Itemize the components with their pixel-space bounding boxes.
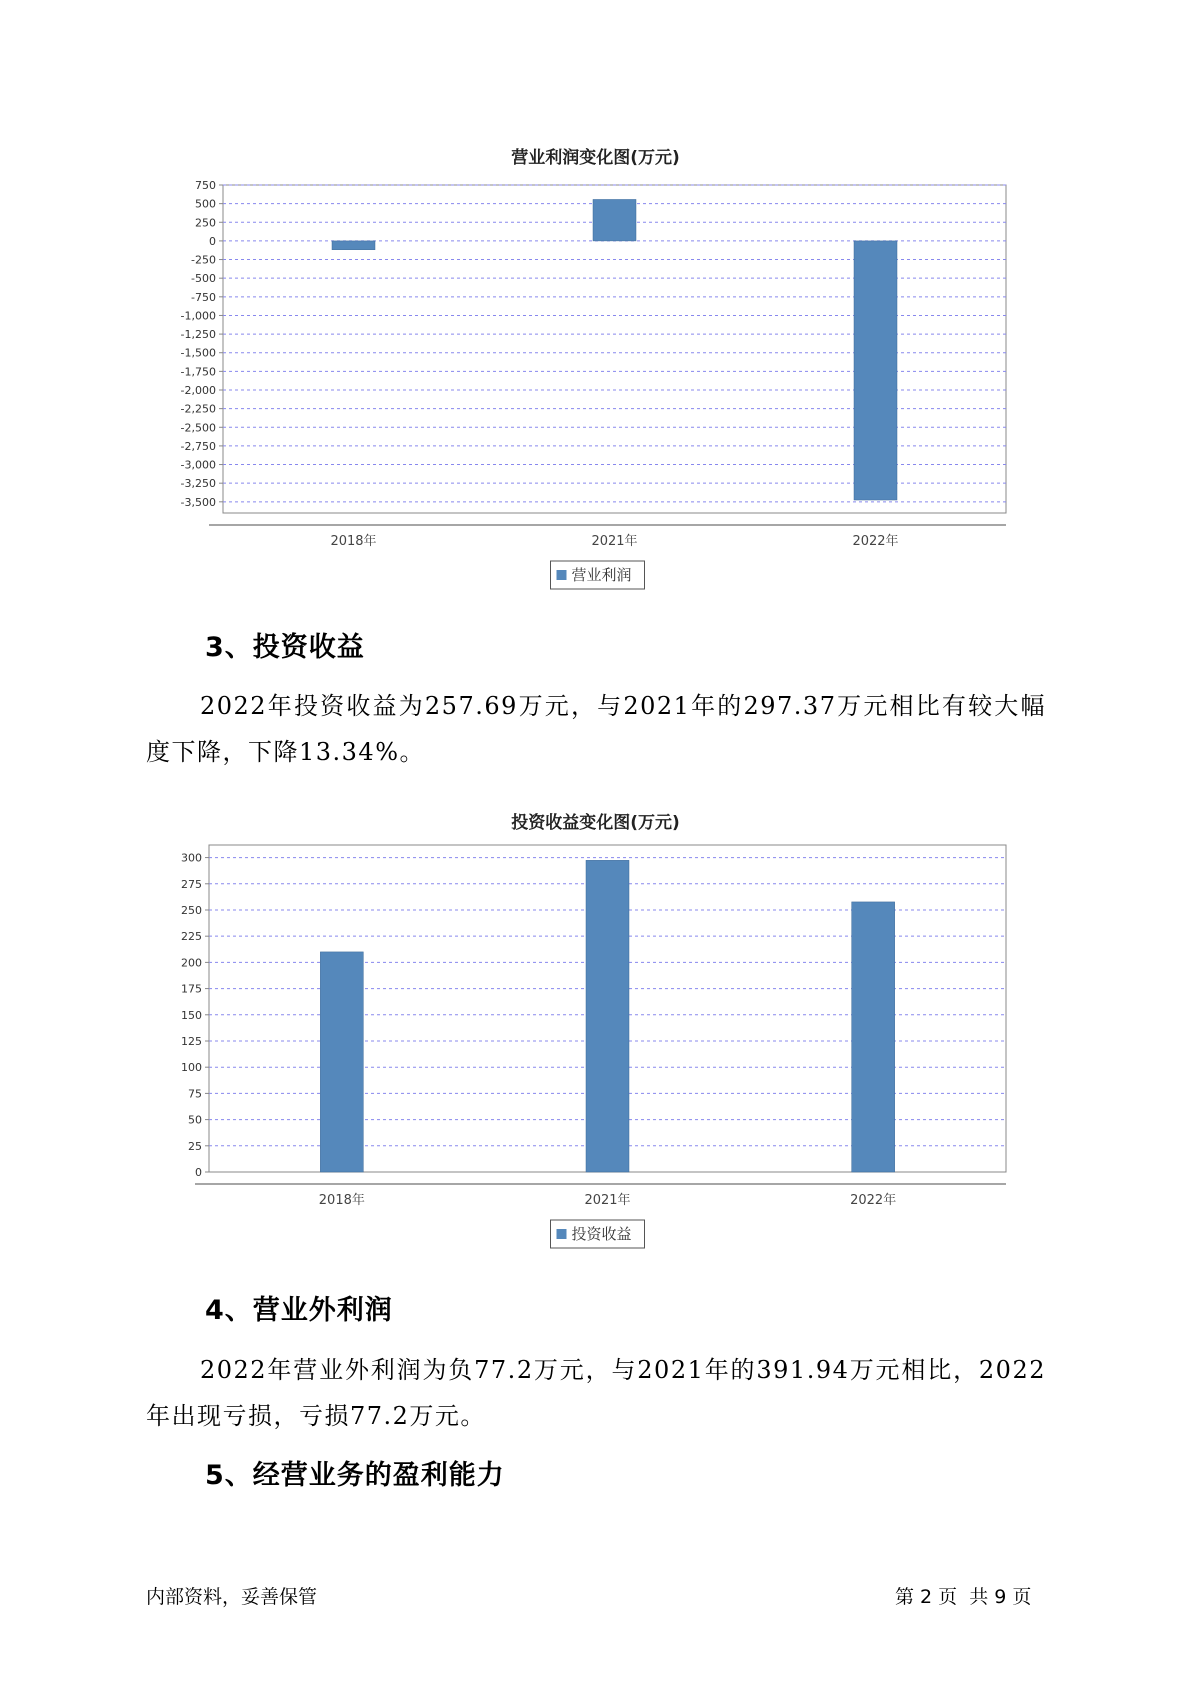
- legend-swatch: [557, 570, 567, 580]
- x-tick-label: 2018年: [330, 534, 377, 549]
- footer-page-number: 第 2 页 共 9 页: [895, 1586, 1032, 1608]
- y-tick-label: 150: [181, 1008, 202, 1022]
- y-tick-label: -250: [191, 253, 216, 267]
- y-tick-label: -2,500: [180, 421, 216, 435]
- legend-swatch: [557, 1229, 567, 1239]
- y-tick-label: 300: [181, 851, 202, 865]
- y-tick-label: 250: [195, 216, 216, 230]
- legend-label: 营业利润: [571, 566, 632, 584]
- y-tick-label: 125: [181, 1034, 202, 1048]
- bar: [852, 902, 895, 1172]
- y-tick-label: 500: [195, 197, 216, 211]
- y-tick-label: -1,000: [180, 309, 216, 323]
- y-tick-label: -1,250: [180, 328, 216, 342]
- y-tick-label: 0: [195, 1166, 202, 1179]
- y-tick-label: -750: [191, 290, 216, 304]
- y-tick-label: 750: [195, 179, 216, 192]
- x-tick-label: 2021年: [584, 1193, 631, 1208]
- x-tick-label: 2022年: [852, 534, 899, 549]
- bar: [586, 860, 629, 1172]
- y-tick-label: -3,250: [180, 477, 216, 491]
- section-3-heading: 3、投资收益: [205, 632, 365, 663]
- y-tick-label: 275: [181, 877, 202, 891]
- y-tick-label: -1,750: [180, 365, 216, 379]
- y-tick-label: 25: [188, 1139, 202, 1153]
- operating-profit-chart: [0, 170, 1191, 590]
- footer-note: 内部资料，妥善保管: [146, 1586, 318, 1608]
- section-4-text: 2022年营业外利润为负77.2万元，与2021年的391.94万元相比，2022年出现亏损，亏损77.2万元。: [146, 1356, 1046, 1430]
- section-3-text: 2022年投资收益为257.69万元，与2021年的297.37万元相比有较大幅度下降，下降13.34%。: [146, 692, 1046, 766]
- y-tick-label: 0: [209, 234, 216, 248]
- x-tick-label: 2018年: [318, 1193, 365, 1208]
- x-tick-label: 2022年: [850, 1193, 897, 1208]
- y-tick-label: 225: [181, 930, 202, 944]
- y-tick-label: -2,000: [180, 384, 216, 397]
- y-tick-label: 200: [181, 956, 202, 970]
- investment-income-chart: [0, 835, 1191, 1255]
- chart2-title: 投资收益变化图(万元): [511, 813, 680, 833]
- bar: [320, 952, 363, 1172]
- y-tick-label: 75: [188, 1087, 202, 1101]
- y-tick-label: -3,000: [180, 458, 216, 472]
- x-tick-label: 2021年: [591, 534, 638, 549]
- bar: [593, 199, 636, 240]
- section-4-paragraph: [146, 1347, 1046, 1439]
- section-5-heading: 5、经营业务的盈利能力: [205, 1460, 505, 1491]
- y-tick-label: 100: [181, 1061, 202, 1075]
- bar: [854, 241, 897, 500]
- y-tick-label: -1,500: [180, 346, 216, 360]
- section-4-heading: 4、营业外利润: [205, 1295, 393, 1326]
- y-tick-label: -3,500: [180, 495, 216, 509]
- legend-label: 投资收益: [571, 1225, 632, 1243]
- y-tick-label: -2,250: [180, 402, 216, 416]
- bar: [332, 241, 375, 250]
- y-tick-label: -2,750: [180, 439, 216, 453]
- y-tick-label: 50: [188, 1113, 202, 1127]
- section-3-paragraph: [146, 683, 1046, 775]
- y-tick-label: 175: [181, 982, 202, 996]
- y-tick-label: 250: [181, 903, 202, 917]
- chart1-title: 营业利润变化图(万元): [511, 148, 680, 168]
- y-tick-label: -500: [191, 272, 216, 286]
